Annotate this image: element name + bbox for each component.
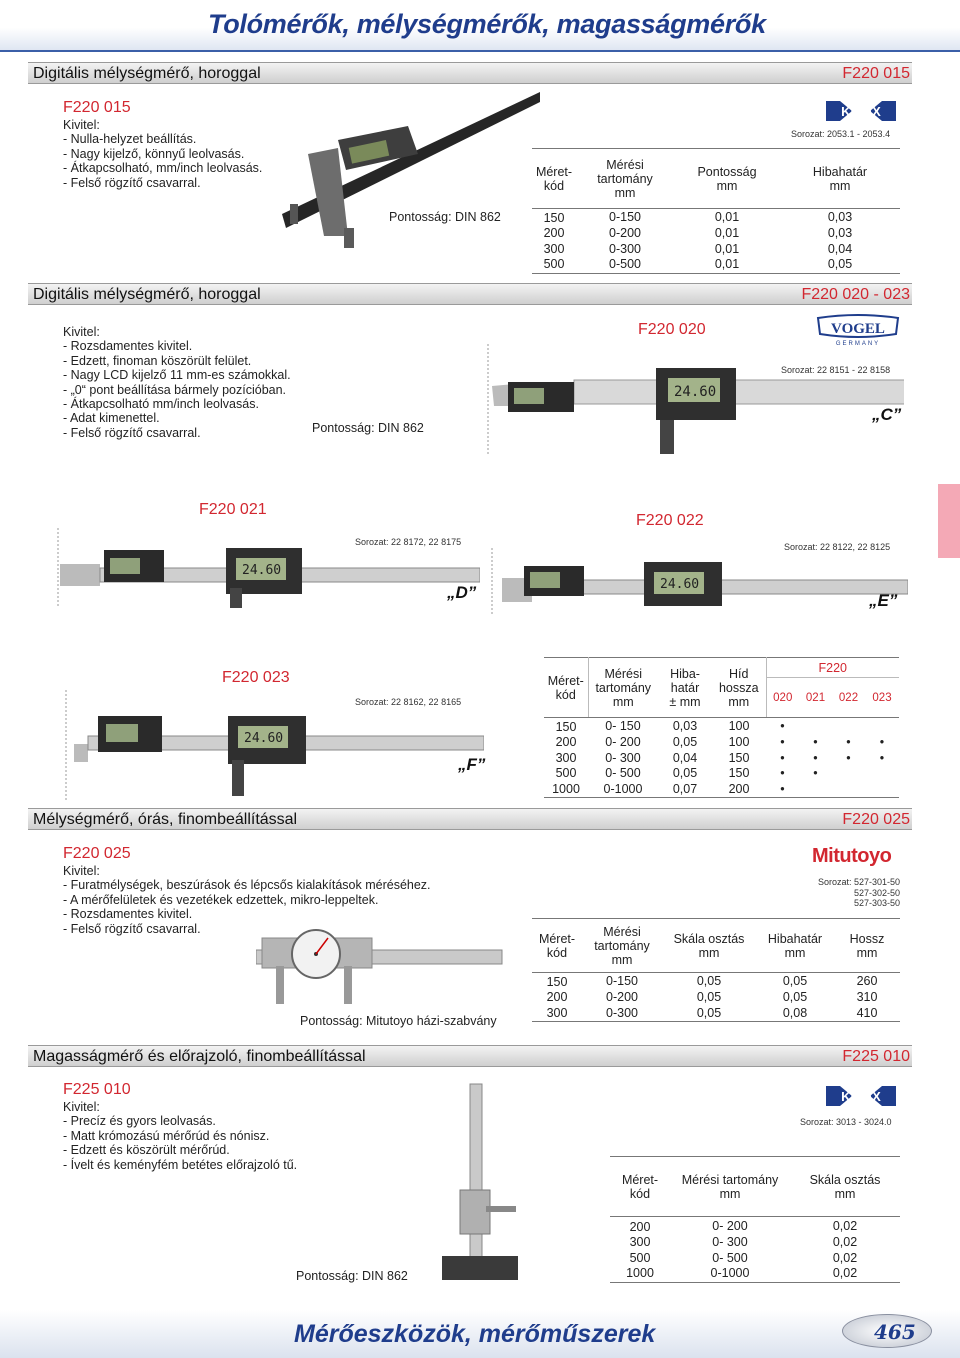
section-title: Mélységmérő, órás, finombeállítással bbox=[33, 811, 298, 828]
s2-spec-table bbox=[544, 657, 899, 798]
table-cell: 0- 150 bbox=[605, 719, 641, 733]
caliper-e-image bbox=[488, 548, 908, 616]
table-cell: 300 bbox=[629, 1235, 651, 1250]
col-header-range: Mérési tartomány mm bbox=[594, 924, 650, 967]
accuracy-note: Pontosság: Mitutoyo házi-szabvány bbox=[300, 1014, 497, 1028]
series-label: Sorozat: 3013 - 3024.0 bbox=[800, 1117, 892, 1127]
s4-spec-table bbox=[610, 1156, 900, 1283]
col-header-accuracy: Pontosság mm bbox=[697, 164, 757, 193]
section-title: Magasságmérő és előrajzoló, finombeállítással bbox=[33, 1048, 366, 1065]
lcd-readout: 24.60 bbox=[660, 577, 700, 592]
page-number: 465 bbox=[874, 1320, 916, 1344]
col-header bbox=[780, 149, 900, 209]
series-label: Sorozat: 22 8151 - 22 8158 bbox=[781, 365, 891, 375]
col-header-scale: Skála osztás mm bbox=[673, 931, 745, 960]
series-label: Sorozat: 22 8122, 22 8125 bbox=[784, 542, 891, 552]
table-cell: 0,03 bbox=[672, 719, 698, 733]
table-cell: 1000 bbox=[626, 1266, 654, 1281]
availability-dot bbox=[799, 718, 832, 736]
col-header bbox=[610, 1157, 670, 1217]
table-cell: 150 bbox=[728, 766, 750, 781]
kivitel-label: Kivitel: bbox=[63, 325, 100, 339]
table-cell: 300 bbox=[555, 750, 577, 765]
table-cell: 150 bbox=[555, 720, 577, 734]
table-cell: 200 bbox=[555, 735, 577, 750]
table-cell: 0- 200 bbox=[605, 735, 641, 750]
table-cell: 0,01 bbox=[714, 241, 740, 256]
section-header-s2 bbox=[28, 283, 912, 305]
col-header-error: Hibahatár mm bbox=[812, 164, 868, 193]
table-cell: 200 bbox=[546, 990, 568, 1005]
accuracy-note: Pontosság: DIN 862 bbox=[296, 1269, 408, 1283]
table-cell: 150 bbox=[728, 750, 750, 765]
series-label: Sorozat: 2053.1 - 2053.4 bbox=[791, 129, 891, 139]
col-header bbox=[582, 919, 662, 973]
col-header-model: 023 bbox=[865, 678, 899, 718]
feature-line: - Matt krómozású mérőrúd és nónisz. bbox=[63, 1128, 270, 1143]
availability-dot: • bbox=[780, 766, 785, 781]
table-cell: 0,04 bbox=[672, 750, 698, 765]
variant-letter-e: „E” bbox=[869, 591, 898, 610]
col-header-size: Méret- kód bbox=[547, 673, 584, 702]
table-cell: 0-150 bbox=[606, 974, 638, 988]
table-cell: 0,05 bbox=[672, 766, 698, 781]
brand-name: VOGEL bbox=[831, 321, 885, 337]
section-header-s3 bbox=[28, 808, 912, 830]
table-cell: 150 bbox=[546, 975, 568, 989]
col-header-error: Hiba- határ ± mm bbox=[669, 666, 701, 709]
col-header bbox=[712, 658, 766, 718]
table-cell: 300 bbox=[546, 1005, 568, 1020]
col-header-scale: Skála osztás mm bbox=[809, 1172, 881, 1201]
height-gauge-image bbox=[436, 1080, 520, 1284]
table-cell: 0,03 bbox=[827, 226, 853, 241]
availability-dot bbox=[832, 766, 865, 781]
table-cell: 0-300 bbox=[606, 1005, 638, 1020]
table-cell: 100 bbox=[728, 735, 750, 750]
feature-line: - Rozsdamentes kivitel. bbox=[63, 339, 193, 354]
variant-letter-d: „D” bbox=[447, 583, 477, 602]
feature-line: - Felső rögzítő csavarral. bbox=[63, 425, 201, 440]
table-cell: 200 bbox=[543, 226, 565, 241]
feature-line: - Átkapcsolható mm/inch leolvasás. bbox=[63, 397, 259, 412]
table-cell: 0,05 bbox=[672, 735, 698, 750]
feature-line: - Edzett, finoman köszörült felület. bbox=[63, 353, 252, 368]
col-header-model: 022 bbox=[832, 678, 865, 718]
s2-description bbox=[63, 325, 323, 440]
page-number-badge bbox=[842, 1314, 932, 1348]
table-cell: 150 bbox=[543, 211, 565, 225]
feature-line: - Nagy LCD kijelző 11 mm-es számokkal. bbox=[63, 368, 291, 383]
product-title: F225 010 bbox=[63, 1081, 131, 1098]
series-label: Sorozat: 22 8162, 22 8165 bbox=[355, 697, 462, 707]
col-header bbox=[588, 658, 658, 718]
table-cell: 410 bbox=[856, 1005, 878, 1020]
availability-dot: • bbox=[846, 750, 851, 765]
table-cell: 0- 500 bbox=[605, 766, 641, 781]
s3-spec-table bbox=[532, 918, 900, 1022]
table-cell: 310 bbox=[856, 990, 878, 1005]
section-code: F220 020 - 023 bbox=[801, 286, 910, 303]
availability-dot bbox=[865, 782, 899, 798]
table-cell: 0,05 bbox=[782, 990, 808, 1005]
availability-dot: • bbox=[813, 735, 818, 750]
availability-dot bbox=[832, 718, 865, 736]
series-label: 527-302-50 bbox=[853, 887, 900, 898]
accuracy-note: Pontosság: DIN 862 bbox=[389, 210, 501, 224]
table-cell: 0,05 bbox=[696, 990, 722, 1005]
col-header-size: Méret- kód bbox=[621, 1172, 659, 1201]
kivitel-label: Kivitel: bbox=[63, 1100, 100, 1114]
page-footer bbox=[0, 1310, 960, 1358]
section-header-s4 bbox=[28, 1045, 912, 1067]
table-cell: 0,01 bbox=[714, 257, 740, 272]
table-cell: 0,05 bbox=[782, 974, 808, 988]
feature-line: - Edzett és köszörült mérőrúd. bbox=[63, 1143, 230, 1158]
table-cell: 300 bbox=[543, 241, 565, 256]
availability-dot bbox=[832, 782, 865, 798]
col-header-bridge: Híd hossza mm bbox=[718, 666, 759, 709]
variant-code-020: F220 020 bbox=[638, 321, 706, 338]
section-code: F225 010 bbox=[842, 1048, 910, 1065]
brand-name: KINEX bbox=[841, 104, 881, 119]
table-cell: 0-150 bbox=[609, 210, 641, 224]
table-cell: 0,02 bbox=[832, 1250, 858, 1265]
mitutoyo-logo: Mitutoyo bbox=[812, 845, 892, 867]
caliper-f-image bbox=[60, 690, 484, 800]
table-cell: 0- 500 bbox=[712, 1250, 748, 1265]
availability-dot: • bbox=[879, 735, 885, 750]
col-header bbox=[670, 1157, 790, 1217]
table-cell: 0,02 bbox=[832, 1218, 858, 1233]
availability-dot bbox=[799, 782, 832, 798]
table-cell: 1000 bbox=[552, 781, 580, 796]
col-header-length: Hossz mm bbox=[849, 931, 885, 960]
table-cell: 500 bbox=[543, 257, 565, 272]
page-title: Tolómérők, mélységmérők, magasságmérők bbox=[208, 9, 766, 39]
page-header bbox=[0, 0, 960, 52]
lcd-readout: 24.60 bbox=[242, 563, 282, 578]
feature-line: - Precíz és gyors leolvasás. bbox=[63, 1114, 216, 1129]
table-cell: 0-200 bbox=[609, 226, 641, 241]
table-cell: 0,05 bbox=[827, 257, 853, 272]
availability-dot: • bbox=[780, 750, 785, 765]
col-header bbox=[544, 658, 588, 718]
table-cell: 0,01 bbox=[714, 210, 740, 224]
col-header-range: Mérési tartomány mm bbox=[597, 157, 653, 200]
availability-dot: • bbox=[879, 750, 885, 765]
section-code: F220 015 bbox=[842, 65, 910, 82]
availability-dot: • bbox=[780, 781, 785, 796]
availability-dot: • bbox=[780, 719, 785, 733]
series-list bbox=[812, 877, 900, 909]
dial-depth-gauge-image bbox=[256, 908, 506, 1008]
col-header bbox=[532, 919, 582, 973]
variant-code-021: F220 021 bbox=[199, 501, 267, 518]
col-header bbox=[756, 919, 834, 973]
col-header bbox=[658, 658, 712, 718]
section-title: Digitális mélységmérő, horoggal bbox=[33, 65, 261, 82]
availability-dot: • bbox=[780, 735, 785, 750]
col-header bbox=[532, 149, 576, 209]
caliper-c-image bbox=[484, 344, 904, 454]
table-cell: 0-200 bbox=[606, 990, 638, 1005]
feature-line: - Átkapcsolható, mm/inch leolvasás. bbox=[63, 161, 263, 176]
col-header-range: Mérési tartomány mm bbox=[595, 666, 652, 709]
table-cell: 0-500 bbox=[609, 257, 641, 272]
vogel-logo bbox=[816, 314, 900, 346]
col-header bbox=[576, 149, 674, 209]
table-cell: 0,02 bbox=[832, 1235, 858, 1250]
variant-letter-f: „F” bbox=[458, 755, 486, 774]
product-title: F220 015 bbox=[63, 99, 131, 116]
kinex-logo bbox=[822, 97, 900, 125]
table-cell: 260 bbox=[856, 974, 878, 988]
availability-dot: • bbox=[813, 750, 818, 765]
col-header-size: Méret- kód bbox=[535, 164, 573, 193]
brand-sub: GERMANY bbox=[835, 341, 881, 346]
col-header-range: Mérési tartomány mm bbox=[681, 1172, 779, 1201]
availability-dot bbox=[865, 718, 899, 736]
table-cell: 0,01 bbox=[714, 226, 740, 241]
feature-line: - Furatmélységek, beszúrások és lépcsős kialakítások méréséhez. bbox=[63, 878, 431, 893]
availability-dot: • bbox=[846, 735, 851, 750]
feature-line: - Nagy kijelző, könnyű leolvasás. bbox=[63, 146, 245, 161]
accuracy-note: Pontosság: DIN 862 bbox=[312, 421, 424, 435]
feature-line: - „0“ pont beállítása bármely pozícióban. bbox=[63, 382, 287, 397]
section-code: F220 025 bbox=[842, 811, 910, 828]
caliper-d-image bbox=[40, 528, 480, 608]
col-header bbox=[674, 149, 780, 209]
feature-line: - Felső rögzítő csavarral. bbox=[63, 175, 201, 190]
col-header-error: Hibahatár mm bbox=[767, 931, 823, 960]
s4-description bbox=[63, 1080, 363, 1172]
side-tab bbox=[938, 484, 960, 558]
table-cell: 100 bbox=[728, 719, 750, 733]
table-cell: 500 bbox=[555, 766, 577, 781]
brand-name: KINEX bbox=[841, 1089, 881, 1104]
feature-line: - Adat kimenettel. bbox=[63, 411, 160, 426]
kinex-logo bbox=[822, 1082, 900, 1110]
col-header-model: 020 bbox=[766, 678, 799, 718]
table-cell: 0,04 bbox=[827, 241, 853, 256]
availability-dot: • bbox=[813, 766, 818, 781]
col-header-model: 021 bbox=[799, 678, 832, 718]
table-cell: 0- 300 bbox=[605, 750, 641, 765]
series-label: Sorozat: 527-301-50 bbox=[817, 877, 900, 887]
table-cell: 0,07 bbox=[672, 781, 698, 796]
table-cell: 0- 200 bbox=[712, 1218, 748, 1233]
lcd-readout: 24.60 bbox=[244, 731, 284, 746]
variant-letter-c: „C” bbox=[872, 405, 902, 424]
section-header-s1 bbox=[28, 62, 912, 84]
s1-spec-table bbox=[532, 148, 900, 274]
table-cell: 0-1000 bbox=[710, 1266, 750, 1281]
table-cell: 0-1000 bbox=[603, 781, 643, 796]
lcd-readout: 24.60 bbox=[674, 384, 717, 400]
col-header bbox=[662, 919, 756, 973]
table-cell: 0,05 bbox=[696, 974, 722, 988]
feature-line: - Felső rögzítő csavarral. bbox=[63, 921, 201, 936]
feature-line: - A mérőfelületek és vezetékek edzettek, mikro-leppeltek. bbox=[63, 892, 379, 907]
table-cell: 500 bbox=[629, 1250, 651, 1265]
col-header-size: Méret- kód bbox=[538, 931, 576, 960]
table-cell: 200 bbox=[629, 1220, 651, 1234]
digital-depth-gauge-image bbox=[268, 88, 546, 264]
footer-title: Mérőeszközök, mérőműszerek bbox=[294, 1320, 656, 1348]
section-title: Digitális mélységmérő, horoggal bbox=[33, 286, 261, 303]
table-cell: 0,08 bbox=[782, 1005, 808, 1020]
table-cell: 0,02 bbox=[832, 1266, 858, 1281]
kivitel-label: Kivitel: bbox=[63, 118, 100, 132]
table-cell: 0,03 bbox=[827, 210, 853, 224]
feature-line: - Ívelt és keményfém betétes előrajzoló tű. bbox=[63, 1157, 298, 1172]
kivitel-label: Kivitel: bbox=[63, 864, 100, 878]
availability-dot bbox=[865, 766, 899, 781]
table-cell: 0-300 bbox=[609, 241, 641, 256]
table-cell: 0- 300 bbox=[712, 1235, 748, 1250]
feature-line: - Rozsdamentes kivitel. bbox=[63, 907, 193, 922]
col-header bbox=[790, 1157, 900, 1217]
series-label: Sorozat: 22 8172, 22 8175 bbox=[355, 537, 462, 547]
col-group-header: F220 bbox=[766, 658, 899, 678]
variant-code-023: F220 023 bbox=[222, 669, 290, 686]
col-header bbox=[834, 919, 900, 973]
table-cell: 200 bbox=[728, 781, 750, 796]
product-title: F220 025 bbox=[63, 845, 131, 862]
series-label: 527-303-50 bbox=[853, 898, 900, 908]
feature-line: - Nulla-helyzet beállítás. bbox=[63, 132, 197, 147]
variant-code-022: F220 022 bbox=[636, 512, 704, 529]
table-cell: 0,05 bbox=[696, 1005, 722, 1020]
